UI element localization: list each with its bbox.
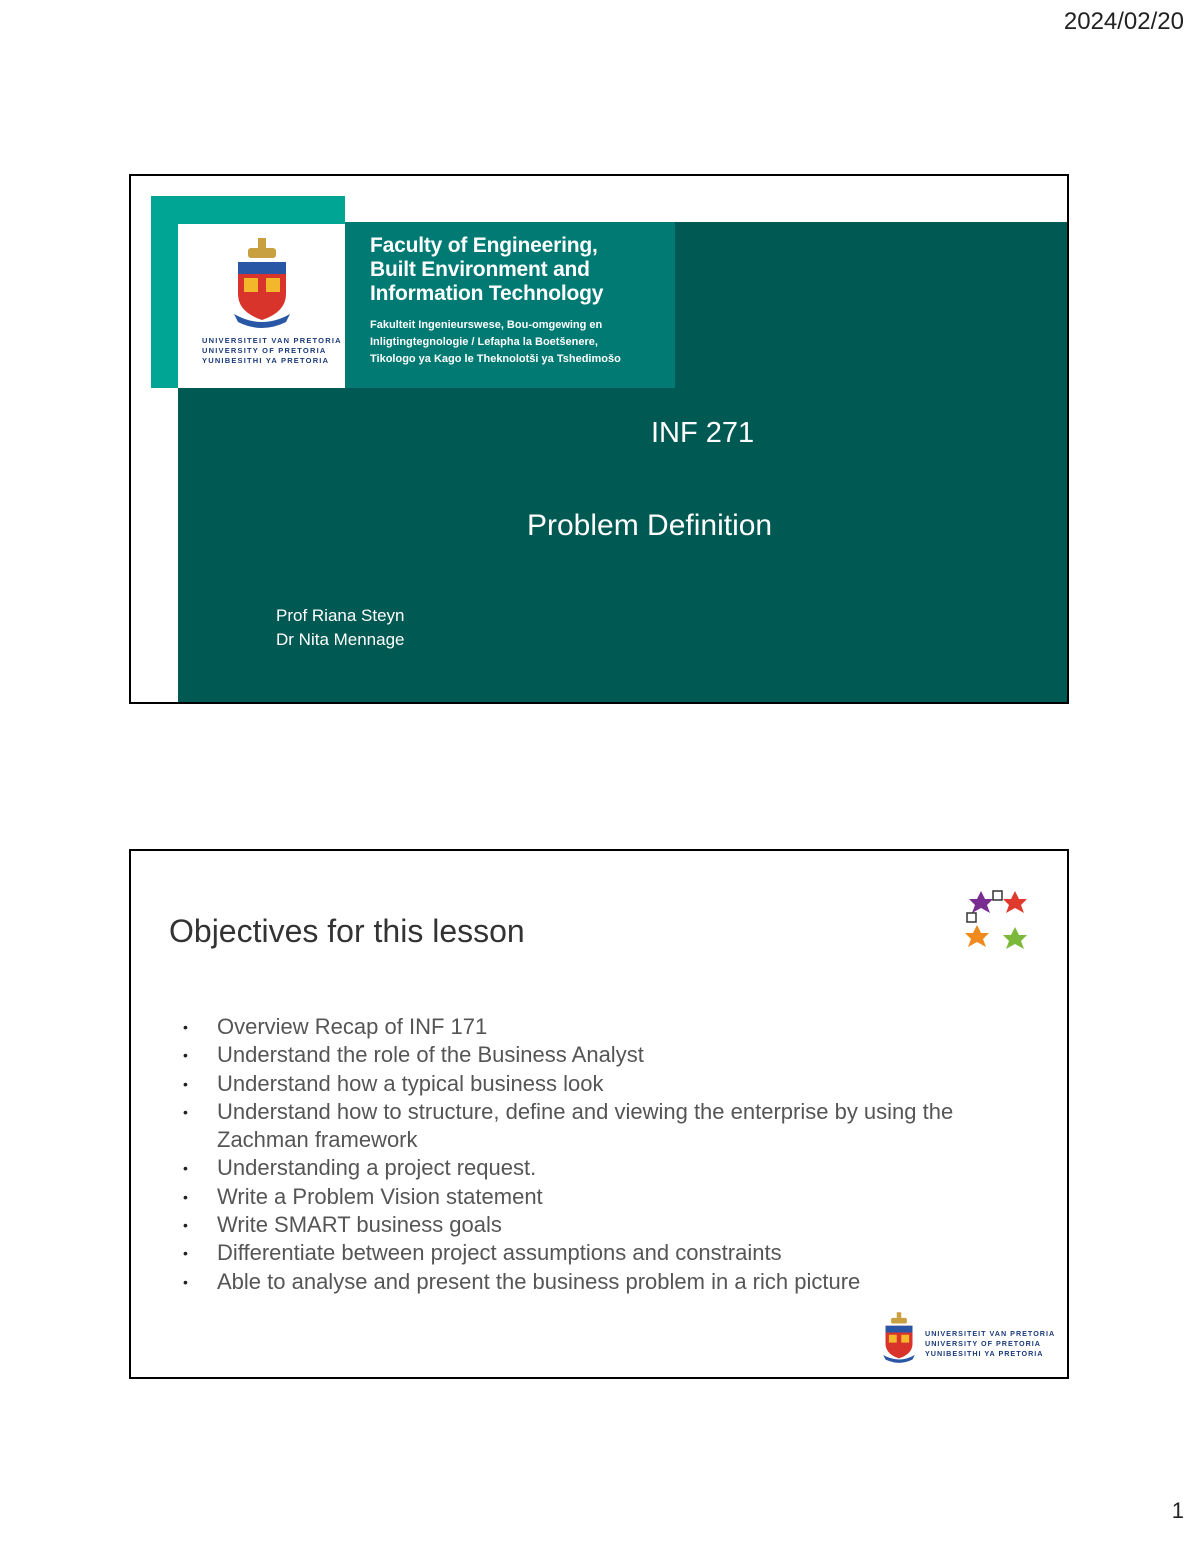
faculty-line: Information Technology: [370, 282, 604, 305]
list-item: • Overview Recap of INF 171: [183, 1013, 1023, 1041]
list-item: • Understand how a typical business look: [183, 1070, 1023, 1098]
logo-panel: [178, 224, 345, 388]
university-name-af: UNIVERSITEIT VAN PRETORIA: [202, 336, 342, 345]
colored-stars-icon: [963, 887, 1033, 953]
university-name-en: UNIVERSITY OF PRETORIA: [202, 346, 327, 355]
objectives-list: [183, 1013, 1023, 1296]
faculty-translation-line: Fakulteit Ingenieurswese, Bou-omgewing en: [370, 319, 603, 331]
author-name: Dr Nita Mennage: [276, 630, 405, 649]
slide-title: Problem Definition: [527, 509, 773, 542]
faculty-line: Built Environment and: [370, 258, 590, 281]
faculty-translation-line: Inligtingtegnologie / Lefapha la Boetšenere,: [370, 336, 598, 348]
university-name-en: UNIVERSITY OF PRETORIA: [925, 1339, 1041, 1348]
title-slide: [129, 174, 1069, 704]
university-name-xh: YUNIBESITHI YA PRETORIA: [202, 356, 330, 365]
course-code: INF 271: [651, 417, 755, 449]
university-name-logo: [202, 336, 342, 366]
faculty-line: Faculty of Engineering,: [370, 234, 598, 257]
list-item: • Understand how to structure, define and viewing the enterprise by using the Zachman framework: [183, 1098, 1023, 1155]
faculty-name: [370, 234, 670, 306]
faculty-name-translations: [370, 317, 670, 368]
list-item: • Understand the role of the Business Analyst: [183, 1041, 1023, 1069]
list-item: • Differentiate between project assumptions and constraints: [183, 1239, 1023, 1267]
university-crest-icon: [230, 236, 294, 328]
page-date: 2024/02/20: [1063, 8, 1184, 35]
list-item: • Write SMART business goals: [183, 1211, 1023, 1239]
university-name-xh: YUNIBESITHI YA PRETORIA: [925, 1349, 1044, 1358]
university-name-logo: [925, 1329, 1055, 1359]
university-crest-icon: [881, 1309, 917, 1365]
objectives-slide: [129, 849, 1069, 1379]
list-item: • Understanding a project request.: [183, 1154, 1023, 1182]
university-name-af: UNIVERSITEIT VAN PRETORIA: [925, 1329, 1056, 1338]
page-number: 1: [1171, 1498, 1184, 1523]
list-item: • Able to analyse and present the business problem in a rich picture: [183, 1268, 1023, 1296]
slide-heading: Objectives for this lesson: [169, 913, 525, 949]
faculty-translation-line: Tikologo ya Kago le Theknolotši ya Tshedimošo: [370, 353, 621, 365]
list-item: • Write a Problem Vision statement: [183, 1183, 1023, 1211]
authors: [276, 604, 405, 652]
author-name: Prof Riana Steyn: [276, 606, 405, 625]
